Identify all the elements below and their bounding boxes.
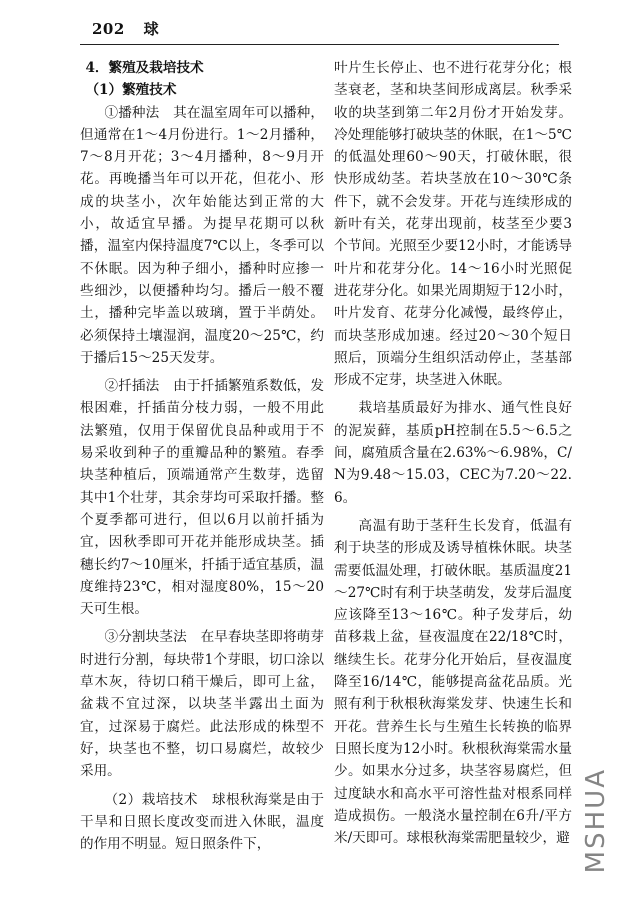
page-number: 202 bbox=[92, 20, 125, 38]
paragraph-substrate: 栽培基质最好为排水、通气性良好的泥炭藓，基质pH控制在5.5～6.5之间，腐殖质含量在2.63%～6.98%，C/N为9.48～15.03，CEC为7.20～22.6。 bbox=[334, 400, 572, 506]
paragraph-sowing: ①播种法 其在温室周年可以播种，但通常在1～4月份进行。1～2月播种，7～8月开花；3～4月播种，8～9月开花。再晚播当年可以开花，但花小、形成的块茎小，次年始能达到正常的大小，故适宜早播。为提早花期可以秋播，温室内保持温度7℃以上，冬季可以不休眠。因为种子细小，播种时应掺一些细沙，以便播种均匀。播后一般不覆土，播种完毕盖以玻璃，置于半荫处。必须保持土壤湿润，温度20～25℃，约于播后15～25天发芽。 bbox=[80, 104, 324, 366]
paragraph-temperature: 高温有助于茎秆生长发育，低温有利于块茎的形成及诱导植株休眠。块茎需要低温处理，打破休眠。基质温度21～27℃时有利于块茎萌发，发芽后温度应该降至13～16℃。种子发芽后，幼苗移栽上盆，昼夜温度在22/18℃时，继续生长。花芽分化开始后，昼夜温度降至16/14℃，能够提高盆花品质。光照有利于秋根秋海棠发芽、快速生长和开花。营养生长与生殖生长转换的临界日照长度为12小时。秋根秋海棠需水量少。如果水分过多，块茎容易腐烂，但过度缺水和高水平可溶性盐对根系同样造成损伤。一般浇水量控制在6升/平方米/天即可。球根秋海棠需肥量较少，避 bbox=[334, 517, 572, 847]
paragraph-dormancy: 叶片生长停止、也不进行花芽分化；根茎衰老，茎和块茎间形成离层。秋季采收的块茎到第二年2月份才开始发芽。冷处理能够打破块茎的休眠，在1～5℃的低温处理60～90天，打破休眠，很快形成幼茎。若块茎放在10～30℃条件下，就不会发芽。开花与连续形成的新叶有关，花芽出现前，枝茎至少要3个节间。光照至少要12小时，才能诱导叶片和花芽分化。14～16小时光照促进花芽分化。如果光周期短于12小时，叶片发育、花芽分化减慢，最终停止，而块茎形成加速。经过20～30个短日照后，顶端分生组织活动停止，茎基部形成不定芽，块茎进入休眠。 bbox=[334, 60, 572, 389]
paragraph-cultivation: （2）栽培技术 球根秋海棠是由于干旱和日照长度改变而进入休眠，温度的作用不明显。短日照条件下， bbox=[80, 791, 324, 853]
subsection-heading: （1）繁殖技术 bbox=[85, 82, 177, 99]
running-title: 球 bbox=[143, 20, 159, 38]
watermark: MSHUA bbox=[581, 767, 611, 873]
paragraph-tuber-division: ③分割块茎法 在早春块茎即将萌芽时进行分割，每块带1个芽眼，切口涂以草木灰，待切口稍干燥后，即可上盆，盆栽不宜过深，以块茎半露出土面为宜，过深易于腐烂。此法形成的株型不好，块茎也不整，切口易腐烂，故较少采用。 bbox=[80, 629, 324, 780]
right-column bbox=[334, 57, 572, 849]
section-heading: 4．繁殖及栽培技术 bbox=[85, 60, 204, 76]
header-rule bbox=[80, 44, 559, 45]
left-column bbox=[80, 57, 324, 855]
page-header bbox=[92, 18, 159, 39]
paragraph-cutting: ②扦插法 由于扦插繁殖系数低，发根困难，扦插苗分枝力弱，一般不用此法繁殖，仅用于保留优良品种或用于不易采收到种子的重瓣品种的繁殖。春季块茎种植后，顶端通常产生数芽，选留其中1个壮芽，其余芽均可采取扦播。整个夏季都可进行，但以6月以前扦插为宜，因秋季即可开花并能形成块茎。插穗长约7～10厘米，扦插于适宜基质，温度维持23℃，相对湿度80%，15～20天可生根。 bbox=[80, 378, 324, 618]
